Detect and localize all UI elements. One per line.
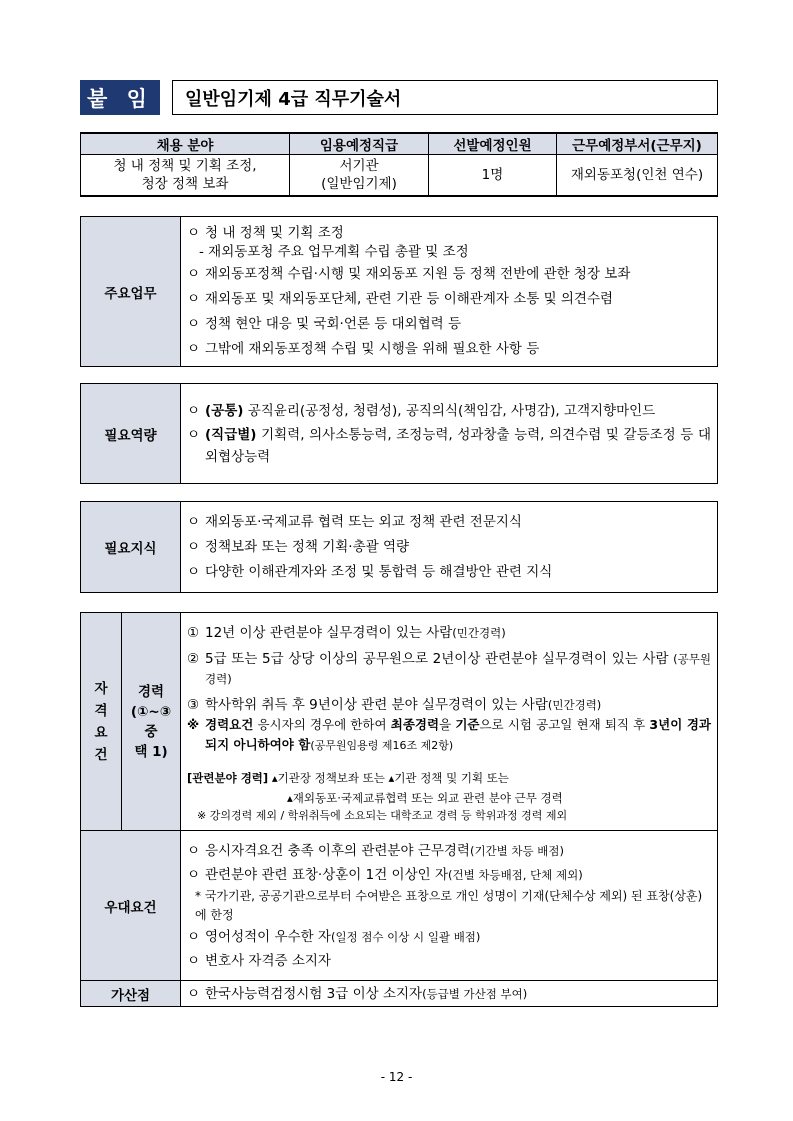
list-item: ② 5급 또는 5급 상당 이상의 공무원으로 2년이상 관련분야 실무경력이 있는 사람 (공무원경력) xyxy=(187,651,711,686)
list-item: ㅇ 응시자격요건 충족 이후의 관련분야 근무경력(기간별 차등 배점) xyxy=(187,842,564,859)
list-item: ㅇ 정책보좌 또는 정책 기획·총괄 역량 xyxy=(187,538,410,555)
warning-note: ※ 경력요건 응시자의 경우에 한하여 최종경력을 기준으로 시험 공고일 현재 퇴직 후 3년이 경과 되지 아니하여야 함(공무원임용령 제16조 제2항) xyxy=(187,717,711,752)
list-item: ① 12년 이상 관련분야 실무경력이 있는 사람(민간경력) xyxy=(187,625,506,641)
duties-label: 주요업무 xyxy=(81,217,181,367)
qualification-row xyxy=(81,613,718,831)
list-item: ㅇ 한국사능력검정시험 3급 이상 소지자(등급별 가산점 부여) xyxy=(187,985,528,1002)
list-item: ㅇ 그밖에 재외동포정책 수립 및 시행을 위해 필요한 사항 등 xyxy=(187,341,540,357)
competency-section xyxy=(80,383,718,484)
recruitment-info-table xyxy=(80,132,718,197)
list-item: ㅇ 영어성적이 우수한 자(일정 점수 이상 시 일괄 배점) xyxy=(187,928,481,945)
list-item: ㅇ 관련분야 관련 표창·상훈이 1건 이상인 자(건별 차등배점, 단체 제외) xyxy=(187,866,583,883)
cell-dept: 재외동포청(인천 연수) xyxy=(557,155,718,197)
preference-row xyxy=(81,831,718,981)
list-item: ㅇ 정책 현안 대응 및 국회·언론 등 대외협력 등 xyxy=(187,316,462,332)
related-field-block: [관련분야 경력] ▴기관장 정책보좌 또는 ▴기관 정책 및 기획 또는 ▴재외동포·국제교류협력 또는 외교 관련 분야 근무 경력 ※ 강의경력 제외 / 학위취득에 소요되는 대학조교 경력 등 학위과정 경력 제외 xyxy=(187,771,568,822)
list-item: ㅇ 다양한 이해관계자와 조정 및 통합력 등 해결방안 관련 지식 xyxy=(187,563,553,580)
list-item: ㅇ 재외동포·국제교류 협력 또는 외교 정책 관련 전문지식 xyxy=(187,513,522,530)
header-count: 선발예정인원 xyxy=(429,133,557,155)
document-header xyxy=(80,80,718,115)
attachment-badge: 붙 임 xyxy=(80,80,160,115)
star-note: * 국가기관, 공공기관으로부터 수여받은 표창으로 개인 성명이 기재(단체수상 제외) 된 표창(상훈)에 한정 xyxy=(195,888,703,922)
qualification-inner-label: 경력 (①~③ 중 택 1) xyxy=(122,613,181,831)
cell-field: 청 내 정책 및 기획 조정, 청장 정책 보좌 xyxy=(81,155,290,197)
list-item: ㅇ (직급별) 기획력, 의사소통능력, 조정능력, 성과창출 능력, 의견수렴 및 갈등조정 등 대외협상능력 xyxy=(187,427,711,465)
competency-content xyxy=(181,384,718,484)
info-data-row xyxy=(81,155,718,197)
header-dept: 근무예정부서(근무지) xyxy=(557,133,718,155)
list-item: ㅇ 재외동포정책 수립·시행 및 재외동포 지원 등 정책 전반에 관한 청장 보좌 xyxy=(187,266,631,282)
header-field: 채용 분야 xyxy=(81,133,290,155)
list-item: ㅇ 변호사 자격증 소지자 xyxy=(187,952,331,969)
requirements-section xyxy=(80,612,718,1007)
qualification-content xyxy=(181,613,718,831)
info-header-row xyxy=(81,133,718,155)
cell-count: 1명 xyxy=(429,155,557,197)
bonus-content xyxy=(181,981,718,1007)
list-item: ㅇ (공통) 공직윤리(공정성, 청렴성), 공직의식(책임감, 사명감), 고객지향마인드 xyxy=(187,403,656,419)
knowledge-label: 필요지식 xyxy=(81,502,181,593)
list-item: ③ 학사학위 취득 후 9년이상 관련 분야 실무경력이 있는 사람(민간경력) xyxy=(187,697,602,713)
page-number: - 12 - xyxy=(380,1070,413,1084)
preference-content xyxy=(181,831,718,981)
list-item: ㅇ 재외동포 및 재외동포단체, 관련 기관 등 이해관계자 소통 및 의견수렴 xyxy=(187,291,614,307)
bonus-label: 가산점 xyxy=(81,981,181,1007)
header-grade: 임용예정직급 xyxy=(290,133,429,155)
preference-label: 우대요건 xyxy=(81,831,181,981)
duties-section xyxy=(80,216,718,367)
knowledge-content xyxy=(181,502,718,593)
competency-label: 필요역량 xyxy=(81,384,181,484)
list-sub-item: - 재외동포청 주요 업무계획 수립 총괄 및 조정 xyxy=(199,244,469,260)
list-item: ㅇ 청 내 정책 및 기획 조정 xyxy=(187,225,344,241)
knowledge-section xyxy=(80,501,718,593)
bonus-row xyxy=(81,981,718,1007)
cell-grade: 서기관 (일반임기제) xyxy=(290,155,429,197)
document-title: 일반임기제 4급 직무기술서 xyxy=(172,80,718,115)
duties-content xyxy=(181,217,718,367)
qualification-outer-label: 자 격 요 건 xyxy=(81,613,122,831)
